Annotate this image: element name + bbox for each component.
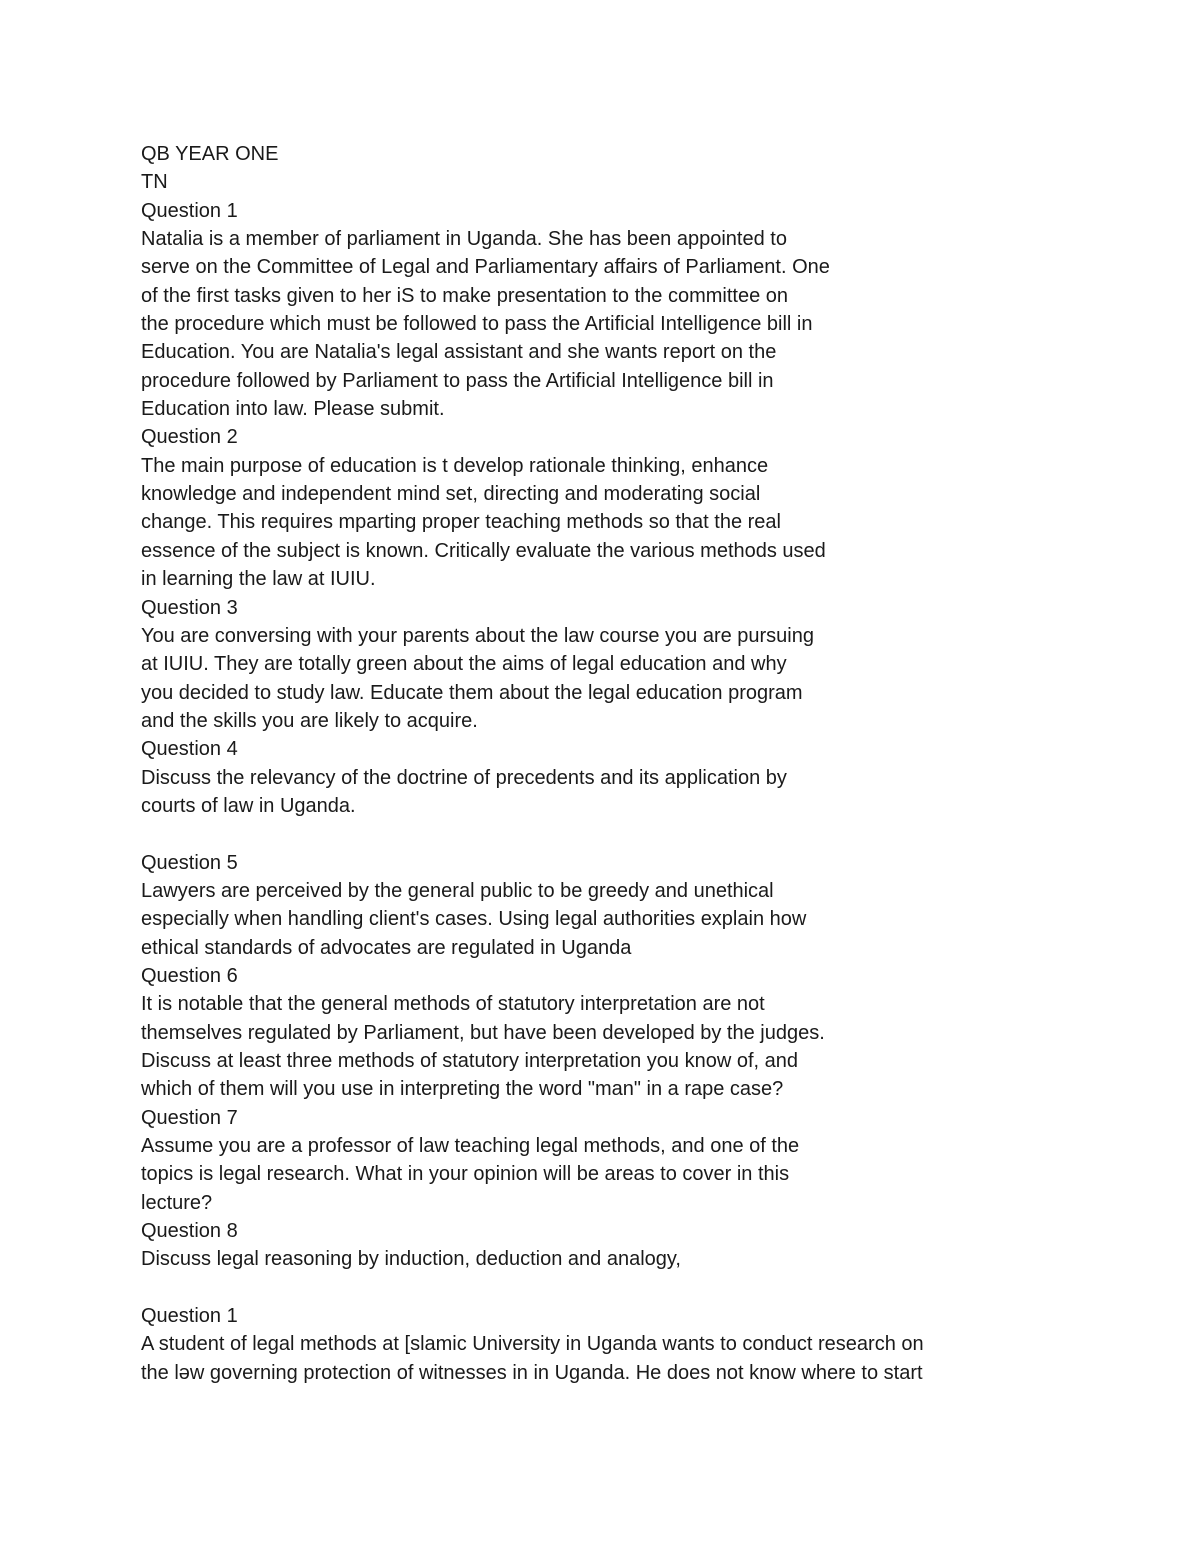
- text-line: procedure followed by Parliament to pass the Artificial Intelligence bill in: [141, 369, 774, 392]
- text-line: and the skills you are likely to acquire.: [141, 709, 478, 732]
- text-line: essence of the subject is known. Critically evaluate the various methods used: [141, 539, 826, 562]
- text-line: courts of law in Uganda.: [141, 794, 356, 817]
- question-heading: Question 7: [141, 1106, 238, 1129]
- blank-line: [141, 820, 1041, 848]
- question-heading: Question 8: [141, 1220, 238, 1243]
- text-line: lecture?: [141, 1191, 213, 1214]
- text-line: the procedure which must be followed to pass the Artificial Intelligence bill in: [141, 313, 813, 336]
- document-subtitle: TN: [141, 171, 168, 194]
- text-line: themselves regulated by Parliament, but have been developed by the judges.: [141, 1021, 825, 1044]
- text-line: Discuss the relevancy of the doctrine of precedents and its application by: [141, 766, 787, 789]
- text-line: You are conversing with your parents about the law course you are pursuing: [141, 624, 814, 647]
- text-line: ethical standards of advocates are regulated in Uganda: [141, 936, 632, 959]
- text-line: of the first tasks given to her iS to make presentation to the committee on: [141, 284, 788, 307]
- question-heading: Question 4: [141, 738, 238, 761]
- text-line: in learning the law at IUIU.: [141, 568, 376, 591]
- question-heading: Question 1: [141, 199, 238, 222]
- text-line: Assume you are a professor of law teaching legal methods, and one of the: [141, 1135, 800, 1158]
- text-line: Discuss at least three methods of statutory interpretation you know of, and: [141, 1050, 799, 1072]
- text-line: knowledge and independent mind set, directing and moderating social: [141, 483, 761, 506]
- question-heading: Question 5: [141, 851, 238, 874]
- question-heading: Question 6: [141, 964, 238, 987]
- text-line: Natalia is a member of parliament in Uganda. She has been appointed to: [141, 228, 787, 251]
- text-line: Education into law. Please submit.: [141, 398, 445, 421]
- text-line: at IUIU. They are totally green about the aims of legal education and why: [141, 653, 787, 676]
- text-line: Education. You are Natalia's legal assistant and she wants report on the: [141, 341, 777, 364]
- question-heading: Question 3: [141, 596, 238, 619]
- question-heading: Question 1: [141, 1305, 238, 1328]
- text-line: The main purpose of education is t develop rationale thinking, enhance: [141, 454, 769, 477]
- document-lines: [141, 197, 1041, 1387]
- text-line: It is notable that the general methods of statutory interpretation are not: [141, 993, 765, 1016]
- question-heading: Question 2: [141, 426, 238, 449]
- text-line: Discuss legal reasoning by induction, deduction and analogy,: [141, 1248, 681, 1271]
- text-line: especially when handling client's cases. Using legal authorities explain how: [141, 908, 807, 931]
- text-line: topics is legal research. What in your opinion will be areas to cover in this: [141, 1163, 790, 1186]
- text-line: change. This requires mparting proper teaching methods so that the real: [141, 511, 781, 534]
- text-line: serve on the Committee of Legal and Parliamentary affairs of Parliament. One: [141, 256, 830, 279]
- document-title: QB YEAR ONE: [141, 143, 279, 165]
- text-line: the ləw governing protection of witnesses in in Uganda. He does not know where to start: [141, 1361, 923, 1384]
- text-line: you decided to study law. Educate them about the legal education program: [141, 681, 803, 704]
- text-line: which of them will you use in interpreting the word "man" in a rape case?: [141, 1078, 784, 1101]
- text-line: Lawyers are perceived by the general public to be greedy and unethical: [141, 879, 774, 902]
- document-body: [141, 140, 1041, 1387]
- blank-line: [141, 1274, 1041, 1302]
- text-line: A student of legal methods at [slamic University in Uganda wants to conduct research on: [141, 1333, 924, 1356]
